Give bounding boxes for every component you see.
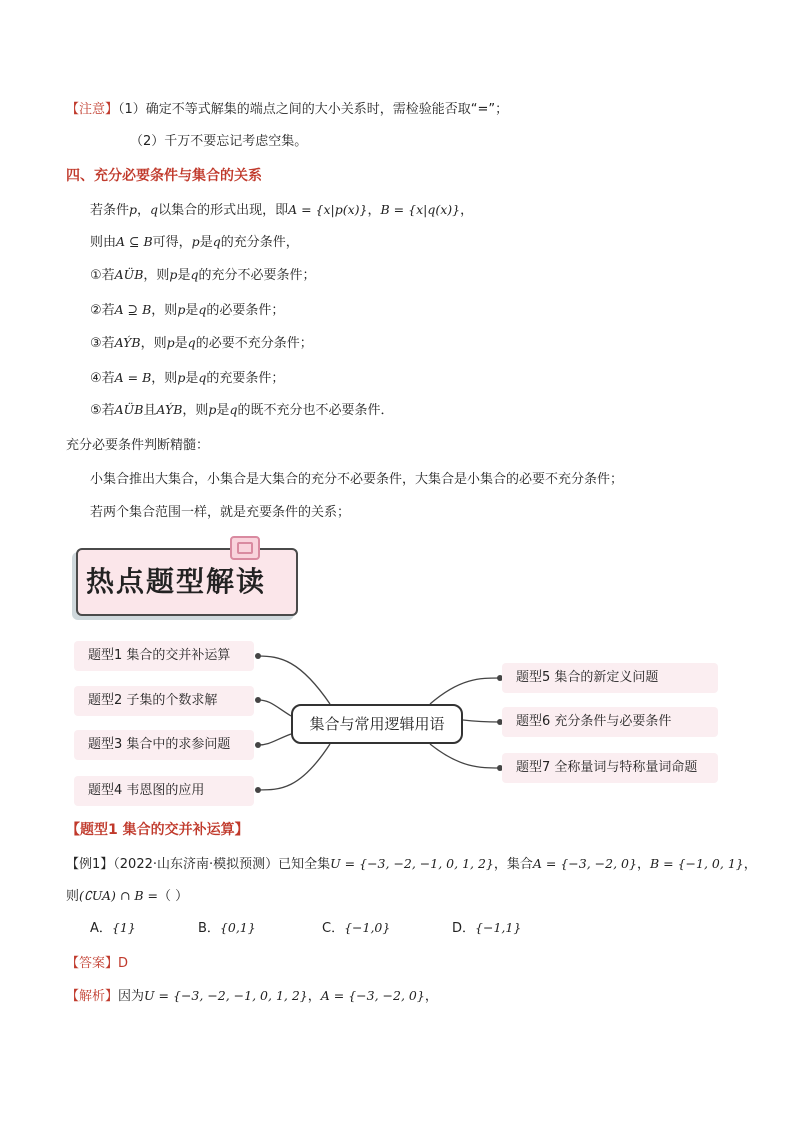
text: 可得， <box>152 235 192 250</box>
example-source: （2022·山东济南·模拟预测） <box>113 857 279 872</box>
example1-line1 <box>66 854 757 875</box>
mindmap-node-type5: 题型5 集合的新定义问题 <box>502 663 718 693</box>
text: 已知全集 <box>278 857 331 872</box>
math-set-a: A = {x|p(x)} <box>288 202 368 217</box>
math-rel: AÜB <box>114 267 144 282</box>
answer-blank: （ ） <box>157 889 189 904</box>
text: 是 <box>185 303 199 318</box>
mindmap-node-type7: 题型7 全称量词与特称量词命题 <box>502 753 718 783</box>
math-p: p <box>208 402 217 417</box>
text: ①若 <box>90 268 115 283</box>
option-letter: D． <box>452 921 476 936</box>
essence-line-2: 若两个集合范围一样，就是充要条件的关系； <box>90 505 351 520</box>
math-A: A = {−3, −2, 0} <box>532 856 637 871</box>
text: 且 <box>143 403 157 418</box>
math-rel: AÜB <box>114 402 144 417</box>
math-rel: A = B <box>114 370 152 385</box>
text: 的充要条件； <box>206 371 285 386</box>
math-p: p <box>191 234 200 249</box>
banner-title: 热点题型解读 <box>86 565 267 598</box>
text: ， <box>636 857 650 872</box>
math-q: q <box>198 302 207 317</box>
text: ，则 <box>182 403 209 418</box>
answer-value: D <box>118 956 129 971</box>
text: 则由 <box>90 235 117 250</box>
option-d <box>452 918 521 939</box>
text: 是 <box>174 336 188 351</box>
mindmap-node-type4: 题型4 韦恩图的应用 <box>74 776 254 806</box>
note-item-1: （1）确定不等式解集的端点之间的大小关系时，需检验能否取“=”； <box>118 102 509 117</box>
math-p: p <box>169 267 178 282</box>
text: 的必要条件； <box>206 303 285 318</box>
text: 以集合的形式出现，即 <box>158 203 289 218</box>
math-rel: AÝB <box>114 335 141 350</box>
analysis-line <box>66 986 438 1007</box>
math-A: A = {−3, −2, 0} <box>320 988 425 1003</box>
text: ， <box>307 989 321 1004</box>
answer-label: 【答案】 <box>66 956 119 971</box>
text: 的必要不充分条件； <box>195 336 313 351</box>
text: 的充分条件， <box>220 235 299 250</box>
note-item-2: （2）千万不要忘记考虑空集。 <box>130 134 308 149</box>
option-c <box>322 918 390 939</box>
mindmap-node-type6: 题型6 充分条件与必要条件 <box>502 707 718 737</box>
math-U: U = {−3, −2, −1, 0, 1, 2} <box>330 856 494 871</box>
option-letter: C． <box>322 921 345 936</box>
mindmap-node-type3: 题型3 集合中的求参问题 <box>74 730 254 760</box>
text: ， <box>460 203 474 218</box>
text: ， <box>424 989 438 1004</box>
option-a <box>90 918 136 939</box>
text: ，则 <box>151 371 178 386</box>
math-set-b: B = {x|q(x)} <box>380 202 461 217</box>
option-b <box>198 918 256 939</box>
example1-line2 <box>66 886 188 907</box>
math-q: q <box>190 267 199 282</box>
math-rel: A ⊇ B <box>114 302 152 317</box>
essence-line-1: 小集合推出大集合，小集合是大集合的充分不必要条件，大集合是小集合的必要不充分条件； <box>90 472 624 487</box>
math-q: q <box>150 202 159 217</box>
mindmap-node-type2: 题型2 子集的个数求解 <box>74 686 254 716</box>
text: ，则 <box>151 303 178 318</box>
math-B: B = {−1, 0, 1} <box>649 856 744 871</box>
mindmap-node-type1: 题型1 集合的交并补运算 <box>74 641 254 671</box>
analysis-label: 【解析】 <box>66 989 119 1004</box>
text: ，则 <box>143 268 170 283</box>
example-label: 【例1】 <box>66 857 114 872</box>
text: 若条件 <box>90 203 130 218</box>
text: 的既不充分也不必要条件． <box>237 403 394 418</box>
math-p: p <box>166 335 175 350</box>
math-U: U = {−3, −2, −1, 0, 1, 2} <box>144 988 308 1003</box>
text: ②若 <box>90 303 115 318</box>
math-rel: AÝB <box>156 402 183 417</box>
math-q: q <box>187 335 196 350</box>
answer-line <box>66 954 128 974</box>
text: 是 <box>185 371 199 386</box>
option-value: {0,1} <box>219 920 256 935</box>
essence-title: 充分必要条件判断精髓： <box>66 438 210 453</box>
text: ， <box>743 857 757 872</box>
math-p: p <box>177 302 186 317</box>
text: ③若 <box>90 336 115 351</box>
text: 则 <box>66 889 80 904</box>
section4-heading: 四、充分必要条件与集合的关系 <box>66 168 262 184</box>
math-q: q <box>212 234 221 249</box>
text: 是 <box>216 403 230 418</box>
math-q: q <box>229 402 238 417</box>
option-value: {1} <box>111 920 136 935</box>
text: ， <box>367 203 381 218</box>
text: ， <box>137 203 151 218</box>
math-subset: A ⊆ B <box>116 234 153 249</box>
text: 的充分不必要条件； <box>198 268 316 283</box>
type1-heading: 【题型1 集合的交并补运算】 <box>66 822 249 838</box>
option-letter: B． <box>198 921 220 936</box>
text: 是 <box>177 268 191 283</box>
mindmap-center: 集合与常用逻辑用语 <box>291 704 463 744</box>
math-q: q <box>198 370 207 385</box>
math-p: p <box>177 370 186 385</box>
text: ，则 <box>140 336 167 351</box>
math-expression: (∁UA) ∩ B = <box>79 888 158 903</box>
text: ④若 <box>90 371 115 386</box>
text: 因为 <box>118 989 145 1004</box>
option-value: {−1,1} <box>475 920 522 935</box>
text: ，集合 <box>493 857 533 872</box>
note-label: 【注意】 <box>66 102 119 117</box>
option-letter: A． <box>90 921 112 936</box>
text: ⑤若 <box>90 403 115 418</box>
text: 是 <box>199 235 213 250</box>
option-value: {−1,0} <box>344 920 391 935</box>
math-p: p <box>129 202 138 217</box>
